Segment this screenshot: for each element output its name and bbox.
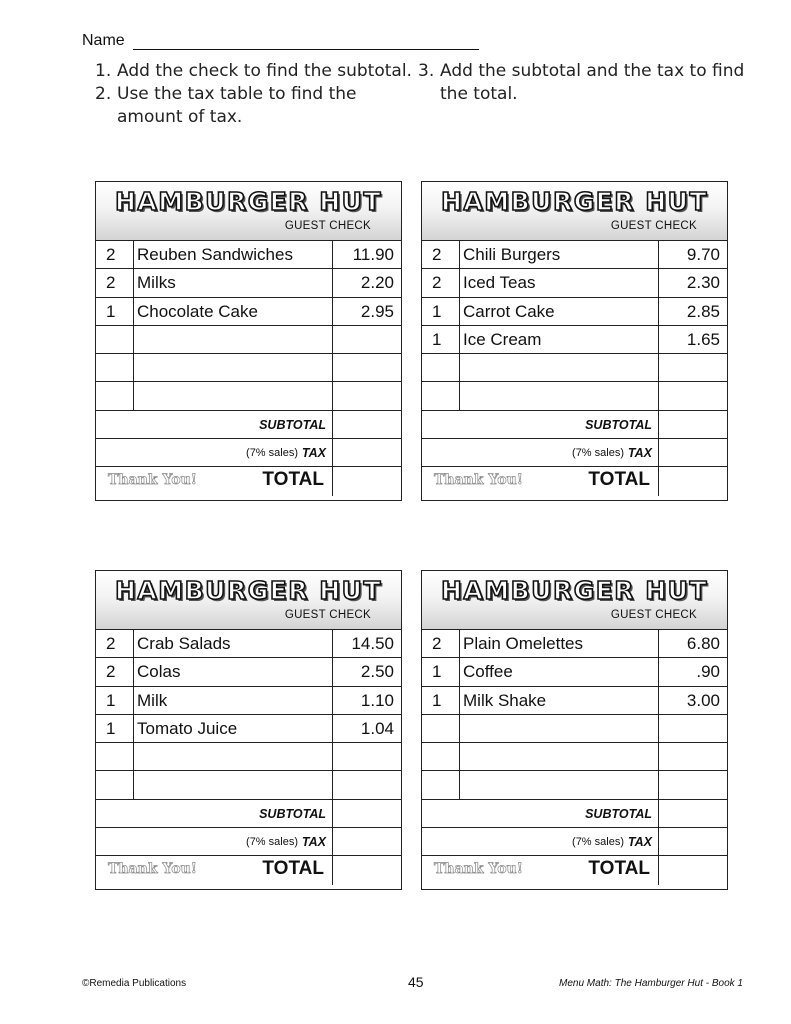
table-row bbox=[422, 326, 727, 354]
price-cell bbox=[659, 771, 727, 798]
table-row bbox=[422, 715, 727, 743]
item-cell: Carrot Cake bbox=[460, 298, 659, 325]
thank-you-text: Thank You! bbox=[434, 861, 523, 878]
tax-rate-label: (7% sales) bbox=[246, 447, 298, 460]
table-row bbox=[96, 354, 401, 382]
quantity-cell: 1 bbox=[422, 298, 460, 325]
item-cell bbox=[460, 382, 659, 409]
quantity-cell: 1 bbox=[96, 298, 134, 325]
instruction-number: 3. bbox=[418, 61, 435, 81]
item-cell: Reuben Sandwiches bbox=[134, 241, 333, 268]
quantity-cell: 1 bbox=[422, 687, 460, 714]
table-row bbox=[422, 687, 727, 715]
name-line[interactable] bbox=[133, 35, 479, 50]
total-row bbox=[96, 856, 401, 884]
guest-check-label: GUEST CHECK bbox=[284, 220, 371, 232]
quantity-cell: 2 bbox=[96, 269, 134, 296]
tax-rate-label: (7% sales) bbox=[246, 836, 298, 849]
total-label: TOTAL bbox=[262, 469, 324, 491]
restaurant-logo: HAMBURGER HUT bbox=[114, 576, 383, 605]
total-label: TOTAL bbox=[588, 858, 650, 880]
item-cell bbox=[134, 326, 333, 353]
price-cell bbox=[333, 354, 401, 381]
guest-check bbox=[95, 181, 402, 501]
item-cell: Coffee bbox=[460, 658, 659, 685]
tax-row bbox=[422, 439, 727, 467]
quantity-cell bbox=[96, 382, 134, 409]
table-row bbox=[422, 269, 727, 297]
tax-row bbox=[96, 828, 401, 856]
table-row bbox=[96, 715, 401, 743]
tax-label: TAX bbox=[627, 446, 652, 461]
subtotal-row bbox=[96, 411, 401, 439]
price-cell: .90 bbox=[696, 662, 720, 682]
table-row bbox=[96, 298, 401, 326]
price-cell: 2.95 bbox=[360, 301, 394, 321]
table-row bbox=[422, 354, 727, 382]
quantity-cell: 1 bbox=[96, 715, 134, 742]
quantity-cell: 2 bbox=[96, 658, 134, 685]
item-cell bbox=[460, 715, 659, 742]
instruction-text: Use the tax table to find the bbox=[117, 84, 357, 104]
total-row bbox=[96, 467, 401, 495]
item-cell: Milks bbox=[134, 269, 333, 296]
price-cell: 2.20 bbox=[360, 273, 394, 293]
item-cell: Chocolate Cake bbox=[134, 298, 333, 325]
quantity-cell: 1 bbox=[422, 326, 460, 353]
subtotal-row bbox=[422, 411, 727, 439]
instruction-2 bbox=[95, 83, 357, 129]
item-cell: Tomato Juice bbox=[134, 715, 333, 742]
name-field bbox=[82, 32, 479, 50]
instruction-text: Add the subtotal and the tax to find bbox=[440, 61, 745, 81]
price-cell: 2.85 bbox=[686, 301, 720, 321]
subtotal-answer-cell[interactable] bbox=[659, 411, 727, 438]
guest-check bbox=[95, 570, 402, 890]
tax-rate-label: (7% sales) bbox=[572, 836, 624, 849]
table-row bbox=[96, 326, 401, 354]
quantity-cell: 2 bbox=[96, 241, 134, 268]
item-cell bbox=[460, 771, 659, 798]
subtotal-label: SUBTOTAL bbox=[259, 417, 326, 432]
tax-answer-cell[interactable] bbox=[659, 439, 727, 466]
quantity-cell: 1 bbox=[422, 658, 460, 685]
table-row bbox=[96, 771, 401, 799]
thank-you-text: Thank You! bbox=[108, 861, 197, 878]
price-cell: 6.80 bbox=[686, 634, 720, 653]
price-cell bbox=[659, 354, 727, 381]
tax-rate-label: (7% sales) bbox=[572, 447, 624, 460]
instruction-text: Add the check to find the subtotal. bbox=[117, 61, 412, 81]
total-label: TOTAL bbox=[262, 858, 324, 880]
table-row bbox=[422, 382, 727, 410]
item-cell: Colas bbox=[134, 658, 333, 685]
table-row bbox=[422, 241, 727, 269]
tax-label: TAX bbox=[301, 835, 326, 850]
guest-check bbox=[421, 181, 728, 501]
tax-answer-cell[interactable] bbox=[659, 828, 727, 855]
price-cell: 2.50 bbox=[360, 662, 394, 682]
subtotal-answer-cell[interactable] bbox=[333, 411, 401, 438]
subtotal-answer-cell[interactable] bbox=[659, 800, 727, 827]
quantity-cell: 2 bbox=[422, 269, 460, 296]
tax-label: TAX bbox=[301, 446, 326, 461]
quantity-cell: 2 bbox=[96, 630, 134, 657]
table-row bbox=[422, 658, 727, 686]
price-cell: 1.65 bbox=[686, 329, 720, 349]
page-number: 45 bbox=[408, 974, 424, 990]
book-title: Menu Math: The Hamburger Hut - Book 1 bbox=[559, 978, 743, 989]
subtotal-row bbox=[96, 800, 401, 828]
quantity-cell bbox=[422, 354, 460, 381]
instruction-text-cont: the total. bbox=[440, 84, 518, 104]
table-row bbox=[422, 630, 727, 658]
item-cell: Ice Cream bbox=[460, 326, 659, 353]
thank-you-text: Thank You! bbox=[108, 472, 197, 489]
subtotal-row bbox=[422, 800, 727, 828]
price-cell: 2.30 bbox=[686, 273, 720, 293]
table-row bbox=[96, 241, 401, 269]
restaurant-logo: HAMBURGER HUT bbox=[440, 576, 709, 605]
guest-check bbox=[421, 570, 728, 890]
instruction-number: 2. bbox=[95, 84, 112, 104]
price-cell bbox=[659, 715, 727, 742]
tax-row bbox=[422, 828, 727, 856]
instruction-3 bbox=[418, 60, 744, 106]
price-cell: 3.00 bbox=[686, 690, 720, 710]
price-cell: 14.50 bbox=[351, 634, 394, 653]
guest-check-label: GUEST CHECK bbox=[284, 609, 371, 621]
quantity-cell bbox=[422, 715, 460, 742]
instruction-text-cont: amount of tax. bbox=[117, 107, 243, 127]
quantity-cell bbox=[422, 771, 460, 798]
price-cell: 11.90 bbox=[352, 245, 394, 264]
table-row bbox=[422, 771, 727, 799]
price-cell bbox=[333, 743, 401, 770]
item-cell: Milk Shake bbox=[460, 687, 659, 714]
quantity-cell: 2 bbox=[422, 630, 460, 657]
item-cell: Chili Burgers bbox=[460, 241, 659, 268]
price-cell bbox=[659, 382, 727, 409]
restaurant-logo: HAMBURGER HUT bbox=[114, 187, 383, 216]
item-cell: Milk bbox=[134, 687, 333, 714]
thank-you-text: Thank You! bbox=[434, 472, 523, 489]
table-row bbox=[96, 630, 401, 658]
table-row bbox=[96, 687, 401, 715]
item-cell bbox=[134, 771, 333, 798]
quantity-cell bbox=[96, 326, 134, 353]
quantity-cell: 1 bbox=[96, 687, 134, 714]
item-cell bbox=[460, 743, 659, 770]
total-answer-cell[interactable] bbox=[333, 467, 401, 495]
price-cell: 1.04 bbox=[360, 718, 394, 738]
price-cell: 9.70 bbox=[686, 245, 720, 264]
item-cell bbox=[134, 354, 333, 381]
subtotal-label: SUBTOTAL bbox=[259, 806, 326, 821]
quantity-cell bbox=[96, 354, 134, 381]
table-row bbox=[422, 298, 727, 326]
item-cell bbox=[460, 354, 659, 381]
price-cell bbox=[659, 743, 727, 770]
quantity-cell bbox=[422, 382, 460, 409]
name-label: Name bbox=[82, 32, 125, 49]
restaurant-logo: HAMBURGER HUT bbox=[440, 187, 709, 216]
guest-check-label: GUEST CHECK bbox=[610, 609, 697, 621]
check-header bbox=[422, 571, 727, 630]
tax-answer-cell[interactable] bbox=[333, 828, 401, 855]
price-cell bbox=[333, 326, 401, 353]
instruction-number: 1. bbox=[95, 61, 112, 81]
quantity-cell bbox=[96, 743, 134, 770]
subtotal-label: SUBTOTAL bbox=[585, 806, 652, 821]
table-row bbox=[96, 269, 401, 297]
total-row bbox=[422, 856, 727, 884]
table-row bbox=[96, 382, 401, 410]
item-cell bbox=[134, 743, 333, 770]
check-header bbox=[96, 571, 401, 630]
price-cell bbox=[333, 771, 401, 798]
table-row bbox=[422, 743, 727, 771]
quantity-cell: 2 bbox=[422, 241, 460, 268]
item-cell: Plain Omelettes bbox=[460, 630, 659, 657]
tax-row bbox=[96, 439, 401, 467]
check-header bbox=[96, 182, 401, 241]
total-answer-cell[interactable] bbox=[659, 467, 727, 495]
publisher-credit: ©Remedia Publications bbox=[82, 978, 187, 989]
total-answer-cell[interactable] bbox=[659, 856, 727, 884]
item-cell: Iced Teas bbox=[460, 269, 659, 296]
instruction-1 bbox=[95, 60, 412, 83]
check-header bbox=[422, 182, 727, 241]
total-answer-cell[interactable] bbox=[333, 856, 401, 884]
tax-label: TAX bbox=[627, 835, 652, 850]
total-label: TOTAL bbox=[588, 469, 650, 491]
item-cell: Crab Salads bbox=[134, 630, 333, 657]
quantity-cell bbox=[422, 743, 460, 770]
total-row bbox=[422, 467, 727, 495]
table-row bbox=[96, 743, 401, 771]
price-cell bbox=[333, 382, 401, 409]
subtotal-answer-cell[interactable] bbox=[333, 800, 401, 827]
quantity-cell bbox=[96, 771, 134, 798]
subtotal-label: SUBTOTAL bbox=[585, 417, 652, 432]
table-row bbox=[96, 658, 401, 686]
price-cell: 1.10 bbox=[360, 690, 394, 710]
guest-check-label: GUEST CHECK bbox=[610, 220, 697, 232]
item-cell bbox=[134, 382, 333, 409]
tax-answer-cell[interactable] bbox=[333, 439, 401, 466]
